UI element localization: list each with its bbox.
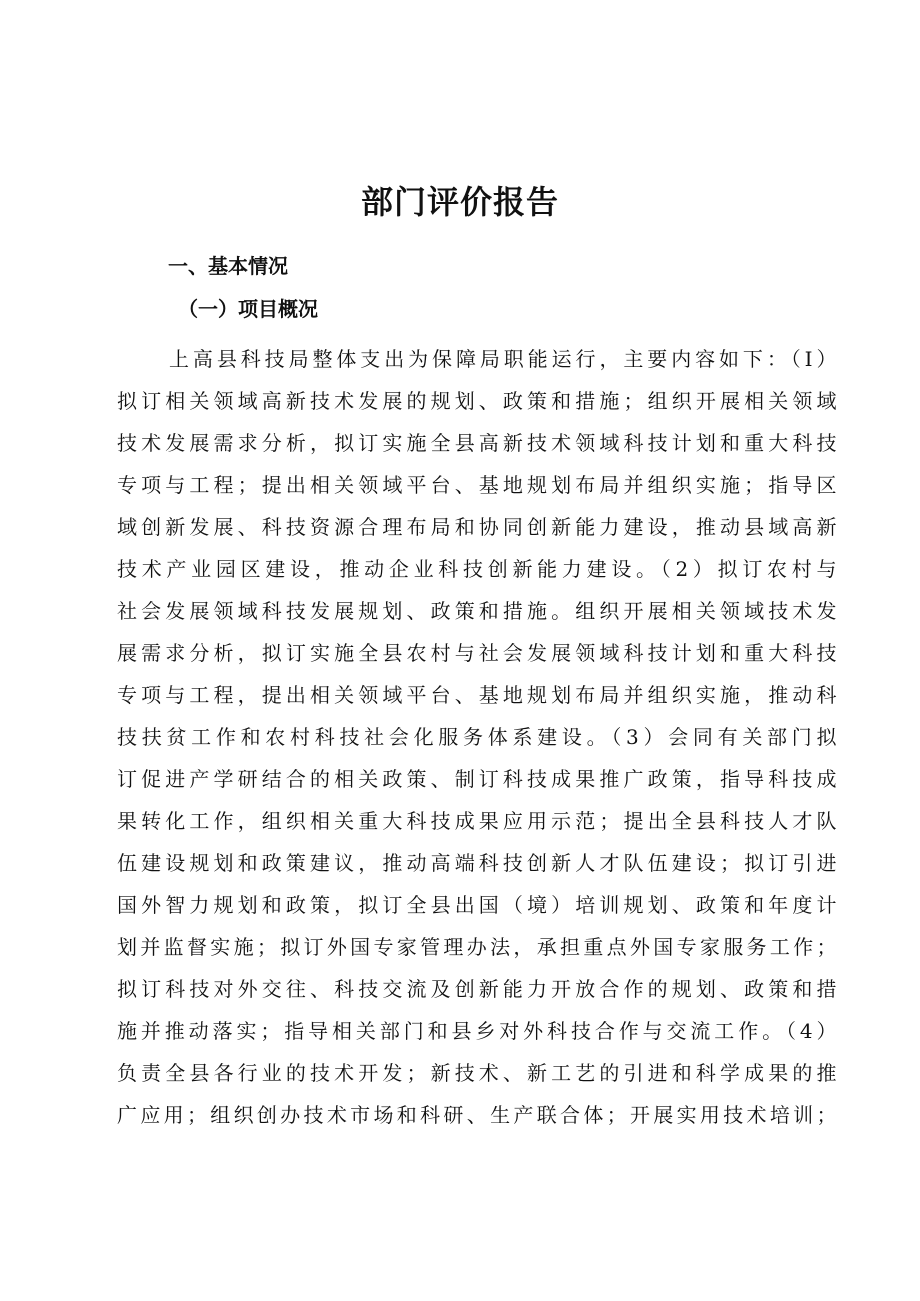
section-heading: 一、基本情况 [168, 254, 288, 278]
paragraph-line: 广应用；组织创办技术市场和科研、生产联合体；开展实用技术培训； [117, 1103, 837, 1127]
paragraph-line: 技术产业园区建设，推动企业科技创新能力建设。（2）拟订农村与 [117, 557, 837, 581]
paragraph-line: 社会发展领域科技发展规划、政策和措施。组织开展相关领域技术发 [117, 599, 837, 623]
subsection-heading: （一）项目概况 [178, 297, 318, 321]
paragraph-line: 专项与工程，提出相关领域平台、基地规划布局并组织实施，推动科 [117, 683, 837, 707]
paragraph-line: 果转化工作，组织相关重大科技成果应用示范；提出全县科技人才队 [117, 809, 837, 833]
paragraph-line: 技扶贫工作和农村科技社会化服务体系建设。（3）会同有关部门拟 [117, 725, 837, 749]
paragraph-line: 订促进产学研结合的相关政策、制订科技成果推广政策，指导科技成 [117, 767, 837, 791]
paragraph-line: 施并推动落实；指导相关部门和县乡对外科技合作与交流工作。（4） [117, 1019, 837, 1043]
body-paragraph [117, 338, 837, 1136]
paragraph-line: 展需求分析，拟订实施全县农村与社会发展领域科技计划和重大科技 [117, 641, 837, 665]
paragraph-line: 上高县科技局整体支出为保障局职能运行，主要内容如下：（I） [169, 347, 837, 371]
paragraph-line: 专项与工程；提出相关领域平台、基地规划布局并组织实施；指导区 [117, 473, 837, 497]
paragraph-line: 负责全县各行业的技术开发；新技术、新工艺的引进和科学成果的推 [117, 1061, 837, 1085]
paragraph-line: 域创新发展、科技资源合理布局和协同创新能力建设，推动县域高新 [117, 515, 837, 539]
paragraph-line: 拟订科技对外交往、科技交流及创新能力开放合作的规划、政策和措 [117, 977, 837, 1001]
paragraph-line: 国外智力规划和政策，拟订全县出国（境）培训规划、政策和年度计 [117, 893, 837, 917]
paragraph-line: 技术发展需求分析，拟订实施全县高新技术领域科技计划和重大科技 [117, 431, 837, 455]
paragraph-line: 划并监督实施；拟订外国专家管理办法，承担重点外国专家服务工作； [117, 935, 837, 959]
paragraph-line: 拟订相关领域高新技术发展的规划、政策和措施；组织开展相关领域 [117, 389, 837, 413]
paragraph-line: 伍建设规划和政策建议，推动高端科技创新人才队伍建设；拟订引进 [117, 851, 837, 875]
document-title: 部门评价报告 [360, 183, 559, 221]
